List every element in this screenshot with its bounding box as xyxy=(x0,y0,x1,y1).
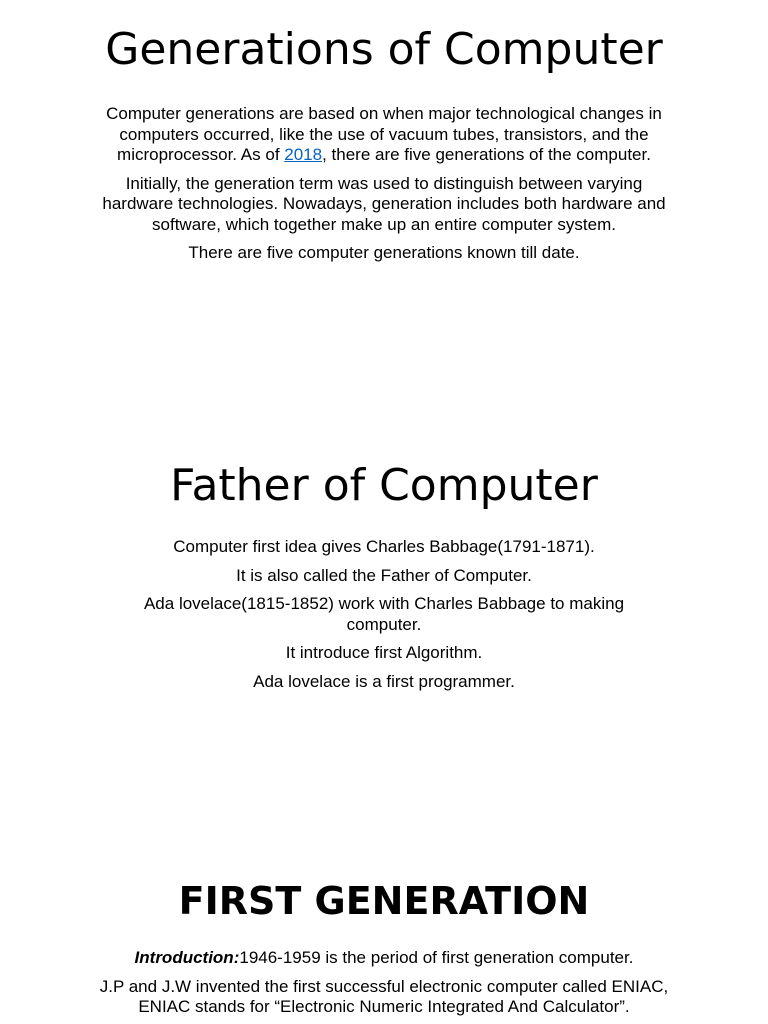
intro-text: 1946-1959 is the period of first generation computer. xyxy=(239,948,634,967)
section-title-generations: Generations of Computer xyxy=(105,24,663,75)
section-title-first-generation: FIRST GENERATION xyxy=(178,879,590,923)
paragraph-father-line: Ada lovelace is a first programmer. xyxy=(253,671,515,691)
paragraph-first-gen-intro xyxy=(84,948,684,969)
section-generations xyxy=(0,24,768,264)
paragraph-eniac: J.P and J.W invented the first successful electronic computer called ENIAC, ENIAC stands for “Electronic Numeric Integrated And Calculator”. xyxy=(99,976,669,1016)
paragraph-text: , there are five generations of the computer. xyxy=(322,145,651,164)
paragraph-text: Computer generations are based on when major technological changes in computers occurred, like the use of vacuum tubes, transistors, and the microprocessor. As of xyxy=(106,104,662,164)
paragraph-father-line: It introduce first Algorithm. xyxy=(285,643,483,662)
section-father xyxy=(0,460,768,692)
section-title-father: Father of Computer xyxy=(170,460,598,511)
paragraph-father-line: Computer first idea gives Charles Babbage(1791-1871). xyxy=(173,537,595,556)
section-first-generation xyxy=(0,878,768,1018)
paragraph-father-line: Ada lovelace(1815-1852) work with Charles Babbage to making computer. xyxy=(143,594,625,634)
intro-label: Introduction: xyxy=(134,948,240,967)
paragraph-generation-term: Initially, the generation term was used to distinguish between varying hardware technologies. Nowadays, generation includes both hardware and software, which together make up an entire computer system. xyxy=(102,173,666,234)
paragraph-five-generations: There are five computer generations known till date. xyxy=(188,243,580,262)
paragraph-generations-intro xyxy=(99,104,669,166)
paragraph-father-line: It is also called the Father of Computer. xyxy=(236,565,532,585)
link-2018[interactable]: 2018 xyxy=(284,145,323,164)
